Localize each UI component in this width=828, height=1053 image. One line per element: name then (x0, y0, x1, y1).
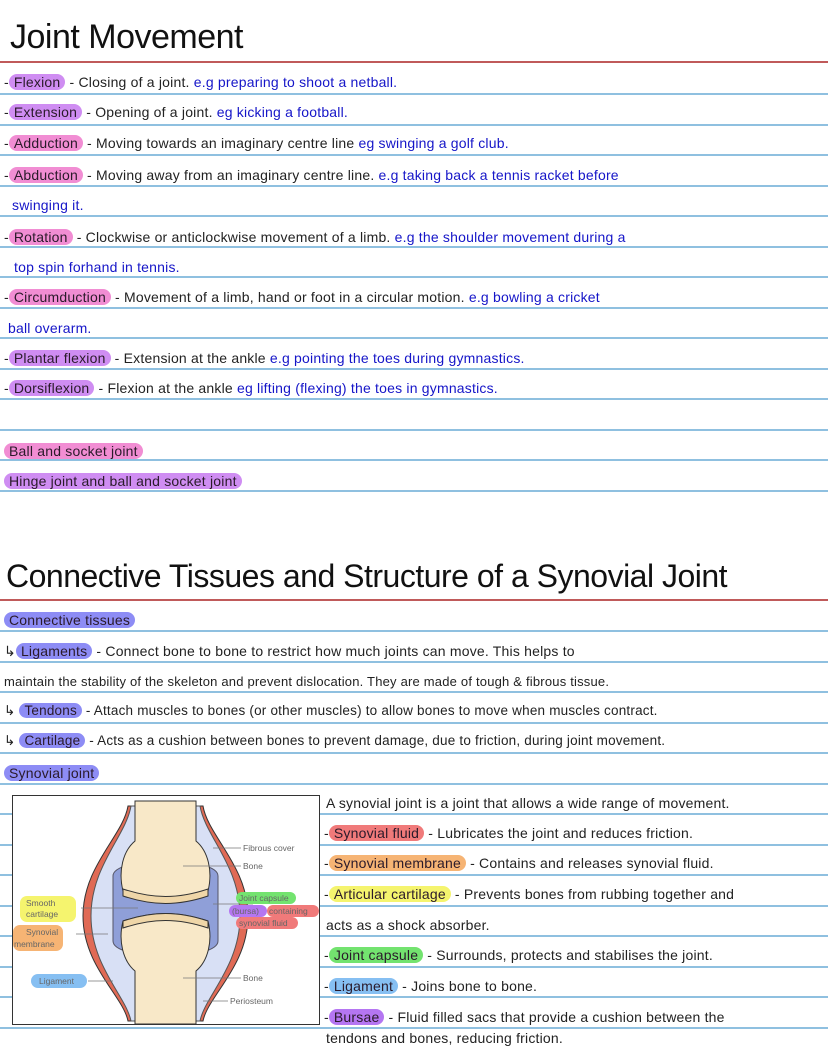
label-periosteum: Periosteum (230, 996, 273, 1006)
list-item: - Plantar flexion - Extension at the ankle e.g pointing the toes during gymnastics. (4, 350, 525, 366)
ruled-line (0, 722, 828, 724)
list-item-continued: top spin forhand in tennis. (14, 259, 180, 275)
label-bone-bottom: Bone (243, 973, 263, 983)
label-synovial-fluid: synovial fluid (239, 918, 288, 928)
joint-type: Hinge joint and ball and socket joint (4, 470, 242, 492)
list-item: - Extension - Opening of a joint. eg kicking a football. (4, 104, 349, 120)
label-synovial: Synovial (26, 927, 59, 937)
ruled-line (0, 429, 828, 431)
title-underline (0, 61, 828, 63)
list-item: - Synovial fluid - Lubricates the joint and reduces friction. (324, 825, 694, 841)
list-item-continued: swinging it. (12, 197, 84, 213)
joint-type: Ball and socket joint (4, 440, 143, 462)
list-item: ↳ Ligaments - Connect bone to bone to restrict how much joints can move. This helps to (4, 643, 575, 659)
list-item: - Circumduction - Movement of a limb, hand or foot in a circular motion. e.g bowling a cricket (4, 289, 600, 305)
list-item-continued: tendons and bones, reducing friction. (326, 1030, 563, 1046)
label-ligament: Ligament (39, 976, 74, 986)
list-item: - Dorsiflexion - Flexion at the ankle eg lifting (flexing) the toes in gymnastics. (4, 380, 498, 396)
list-item: ↳ Tendons - Attach muscles to bones (or other muscles) to allow bones to move when muscles contract. (4, 703, 658, 718)
list-item: - Flexion - Closing of a joint. e.g preparing to shoot a netball. (4, 74, 398, 90)
section-title: Connective Tissues and Structure of a Synovial Joint (6, 558, 728, 594)
subheading: Connective tissues (4, 609, 135, 631)
label-containing: containing (269, 906, 308, 916)
subheading: Synovial joint (4, 762, 99, 784)
list-item-continued: ball overarm. (8, 320, 92, 336)
ruled-line (0, 93, 828, 95)
list-item-continued: maintain the stability of the skeleton and prevent dislocation. They are made of tough & fibrous tissue. (4, 674, 610, 689)
list-item: - Articular cartilage - Prevents bones from rubbing together and (324, 886, 735, 902)
list-item: - Joint capsule - Surrounds, protects and stabilises the joint. (324, 947, 713, 963)
label-joint-capsule: Joint capsule (239, 893, 289, 903)
ruled-line (0, 337, 828, 339)
synovial-joint-diagram (12, 795, 320, 1025)
list-item: - Rotation - Clockwise or anticlockwise movement of a limb. e.g the shoulder movement during a (4, 229, 626, 245)
ruled-line (0, 752, 828, 754)
synovial-intro: A synovial joint is a joint that allows a wide range of movement. (326, 795, 730, 811)
label-bursa: (bursa) (232, 906, 259, 916)
list-item-continued: acts as a shock absorber. (326, 917, 490, 933)
list-item: - Abduction - Moving away from an imaginary centre line. e.g taking back a tennis racket before (4, 167, 619, 183)
label-bone-top: Bone (243, 861, 263, 871)
title-underline (0, 599, 828, 601)
page-title: Joint Movement (10, 18, 243, 56)
ruled-line (0, 154, 828, 156)
list-item: - Ligament - Joins bone to bone. (324, 978, 538, 994)
label-fibrous-cover: Fibrous cover (243, 843, 295, 853)
list-item: - Bursae - Fluid filled sacs that provide a cushion between the (324, 1009, 725, 1025)
list-item: ↳ Cartilage - Acts as a cushion between bones to prevent damage, due to friction, during joint movement. (4, 733, 666, 748)
label-membrane: membrane (14, 939, 55, 949)
label-smooth: Smooth (26, 898, 56, 908)
list-item: - Adduction - Moving towards an imaginary centre line eg swinging a golf club. (4, 135, 509, 151)
ruled-line (0, 215, 828, 217)
label-cartilage: cartilage (26, 909, 59, 919)
ruled-line (0, 783, 828, 785)
list-item: - Synovial membrane - Contains and releases synovial fluid. (324, 855, 714, 871)
ruled-line (0, 124, 828, 126)
